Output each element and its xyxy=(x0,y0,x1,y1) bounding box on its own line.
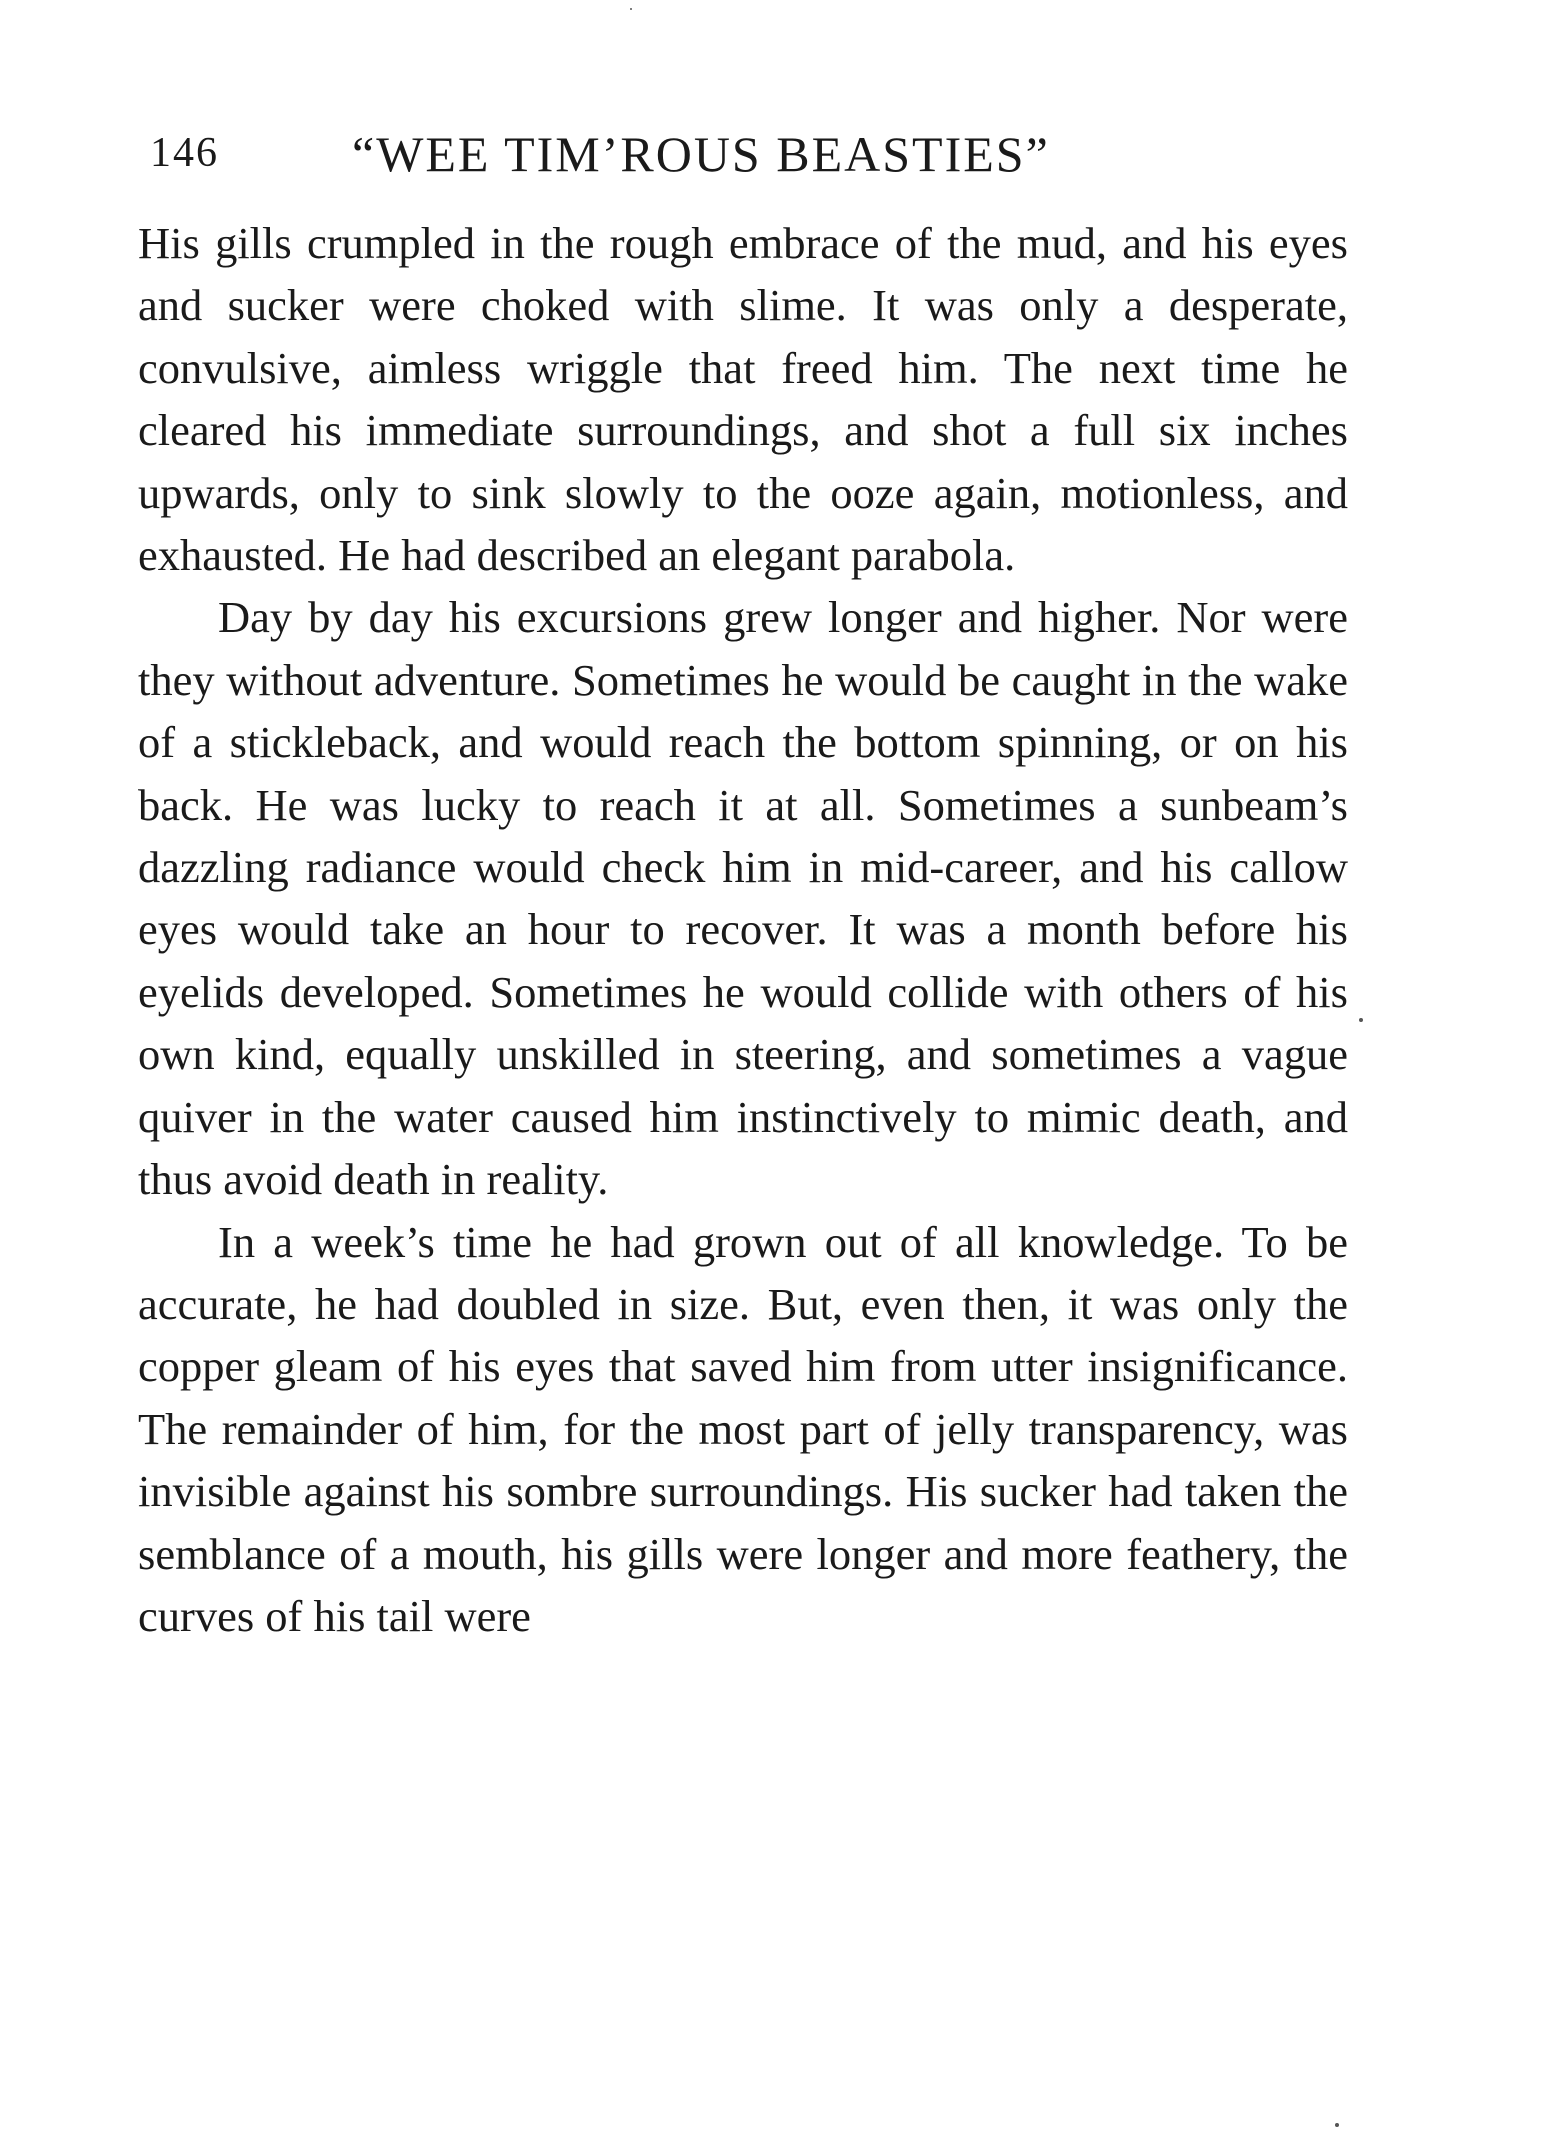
running-head xyxy=(150,125,1350,195)
paragraph-continued: His gills crumpled in the rough embrace of the mud, and his eyes and sucker were choked with slime. It was only a desperate, convulsive, aimless wriggle that freed him. The next time he cleared his immediate surroundings, and shot a full six inches upwards, only to sink slowly to the ooze again, motionless, and exhausted. He had described an elegant parabola. xyxy=(138,218,1348,581)
print-speck xyxy=(630,8,632,10)
paragraph-excursions: Day by day his excursions grew longer and higher. Nor were they without adventure. Sometimes he would be caught in the wake of a stickleback, and would reach the bottom spinning, or on his back. He was lucky to reach it at all. Sometimes a sunbeam’s dazzling radiance would check him in mid-career, and his callow eyes would take an hour to recover. It was a month before his eyelids developed. Sometimes he would collide with others of his own kind, equally unskilled in steering, and sometimes a vague quiver in the water caused him instinctively to mimic death, and thus avoid death in reality. xyxy=(138,592,1348,1205)
body-text xyxy=(138,212,1348,1647)
print-speck xyxy=(1359,1018,1363,1022)
page-number: 146 xyxy=(150,130,219,176)
print-speck xyxy=(1335,2123,1339,2127)
running-title: “WEE TIM’ROUS BEASTIES” xyxy=(352,126,1050,182)
paragraph-growth: In a week’s time he had grown out of all knowledge. To be accurate, he had doubled in size. But, even then, it was only the copper gleam of his eyes that saved him from utter insignificance. The remainder of him, for the most part of jelly transparency, was invisible against his sombre surroundings. His sucker had taken the semblance of a mouth, his gills were longer and more feathery, the curves of his tail were xyxy=(138,1216,1348,1641)
